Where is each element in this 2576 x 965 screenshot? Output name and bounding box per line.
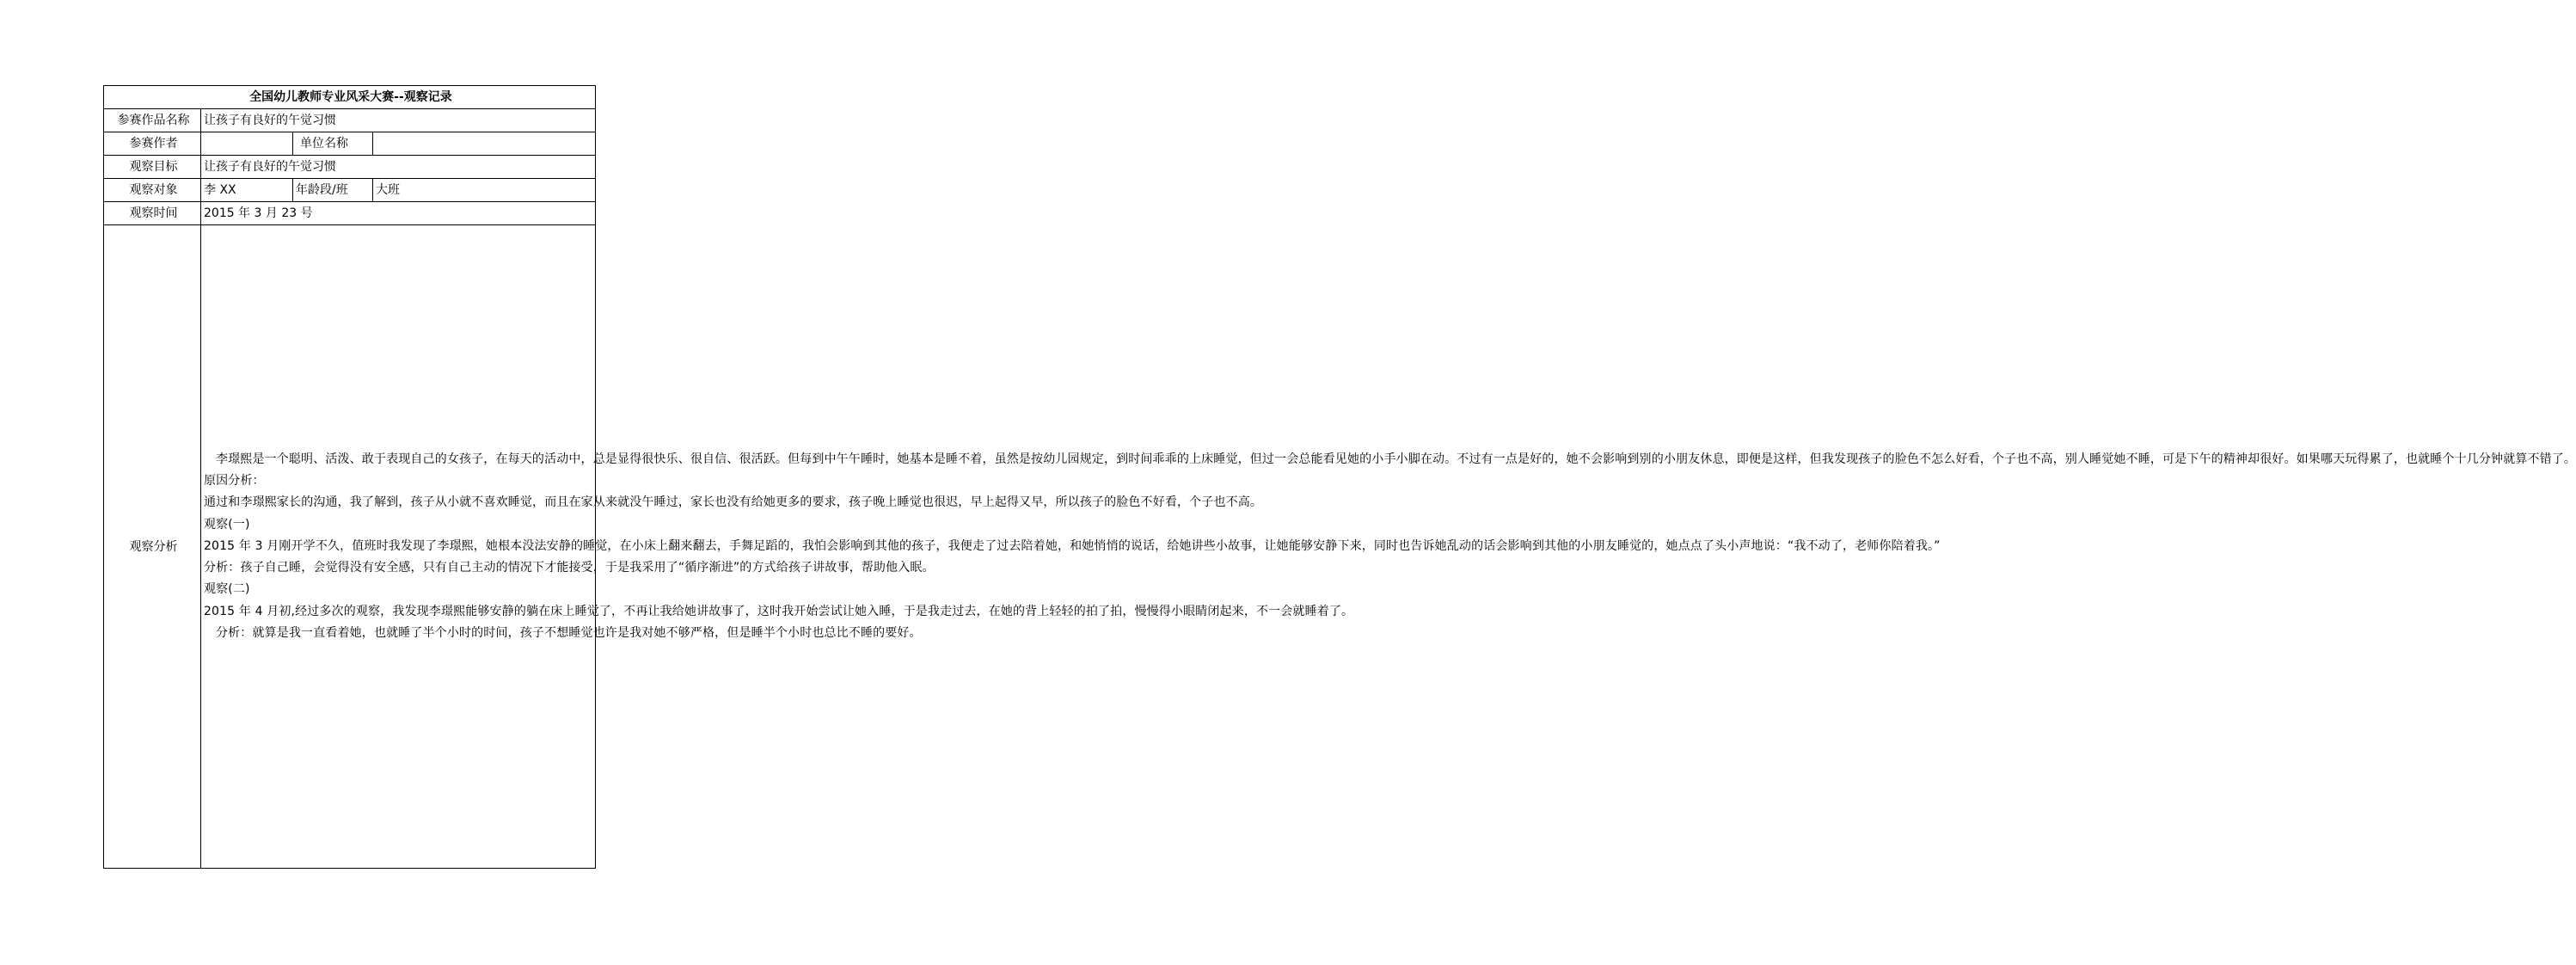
analysis-paragraph: 分析：孩子自己睡，会觉得没有安全感，只有自己主动的情况下才能接受，于是我采用了“循序渐进”的方式给孩子讲故事，帮助他入眠。 — [204, 561, 935, 575]
goal-value: 让孩子有良好的午觉习惯 — [201, 156, 596, 179]
analysis-paragraph: 2015 年 3 月刚开学不久，值班时我发现了李璟熙，她根本没法安静的睡觉，在小床上翻来翻去，手舞足蹈的，我怕会影响到其他的孩子，我便走了过去陪着她，和她悄悄的说话，给她讲些小故事，让她能够安静下来，同时也告诉她乱动的话会影响到其他的小朋友睡觉的，她点点了头小声地说：“我不动了，老师你陪着我。” — [204, 538, 1941, 553]
author-label: 参赛作者 — [104, 132, 201, 156]
analysis-paragraph: 观察(二) — [204, 582, 250, 597]
goal-label: 观察目标 — [104, 156, 201, 179]
record-title: 全国幼儿教师专业风采大赛--观察记录 — [104, 86, 596, 109]
time-value: 2015 年 3 月 23 号 — [201, 202, 596, 225]
analysis-paragraph: 通过和李璟熙家长的沟通，我了解到，孩子从小就不喜欢睡觉，而且在家从来就没午睡过，家长也没有给她更多的要求，孩子晚上睡觉也很迟，早上起得又早，所以孩子的脸色不好看，个子也不高。 — [204, 495, 1263, 510]
unit-label: 单位名称 — [293, 132, 373, 156]
analysis-content — [201, 225, 2576, 869]
analysis-paragraph: 原因分析： — [204, 473, 265, 488]
analysis-paragraph: 2015 年 4 月初,经过多次的观察，我发现李璟熙能够安静的躺在床上睡觉了，不再让我给她讲故事了，这时我开始尝试让她入睡，于是我走过去，在她的背上轻轻的拍了拍，慢慢得小眼睛闭起来，不一会就睡着了。 — [204, 604, 1354, 618]
analysis-paragraph: 分析：就算是我一直看着她，也就睡了半个小时的时间，孩子不想睡觉也许是我对她不够严格，但是睡半个小时也总比不睡的要好。 — [216, 626, 922, 641]
time-label: 观察时间 — [104, 202, 201, 225]
analysis-label: 观察分析 — [104, 225, 201, 869]
observation-record-table — [103, 85, 2576, 869]
age-value: 大班 — [373, 179, 596, 202]
analysis-paragraph: 李璟熙是一个聪明、活泼、敢于表现自己的女孩子，在每天的活动中，总是显得很快乐、很自信、很活跃。但每到中午午睡时，她基本是睡不着，虽然是按幼儿园规定，到时间乖乖的上床睡觉，但过一会总能看见她的小手小脚在动。不过有一点是好的，她不会影响到别的小朋友休息，即便是这样，但我发现孩子的脸色不怎么好看，个子也不高，别人睡觉她不睡，可是下午的精神却很好。如果哪天玩得累了，也就睡个十几分钟就算不错了。 — [216, 452, 2576, 466]
author-value — [201, 132, 293, 156]
work-name-value: 让孩子有良好的午觉习惯 — [201, 109, 596, 132]
unit-value — [373, 132, 596, 156]
subject-value: 李 XX — [201, 179, 293, 202]
subject-label: 观察对象 — [104, 179, 201, 202]
work-name-label: 参赛作品名称 — [104, 109, 201, 132]
age-label: 年龄段/班 — [293, 179, 373, 202]
analysis-paragraph: 观察(一) — [204, 517, 250, 532]
